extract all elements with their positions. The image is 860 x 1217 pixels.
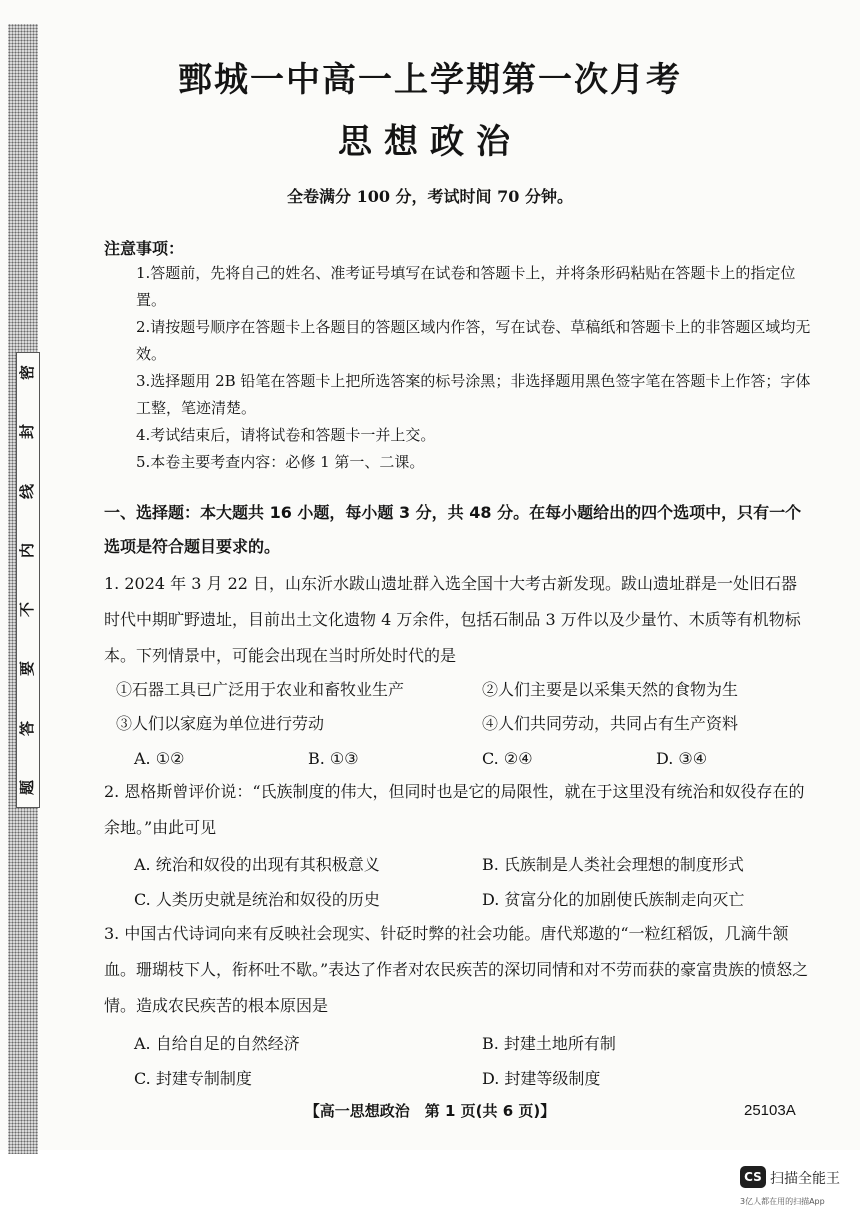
seal-char: 内	[18, 542, 37, 558]
exam-title: 鄄城一中高一上学期第一次月考	[178, 60, 682, 100]
notice-item: 2.请按题号顺序在答题卡上各题目的答题区域内作答，写在试卷、草稿纸和答题卡上的非答题区域均无效。	[136, 318, 811, 363]
score-note: 全卷满分 100 分，考试时间 70 分钟。	[287, 187, 573, 206]
notice-item: 5.本卷主要考查内容：必修 1 第一、二课。	[136, 453, 425, 471]
seal-char: 题	[18, 779, 37, 795]
option-d: D. 封建等级制度	[482, 1069, 601, 1088]
section-heading: 一、选择题：本大题共 16 小题，每小题 3 分，共 48 分。在每小题给出的四个选项中，只有一个选项是符合题目要求的。	[104, 503, 802, 556]
option-d: D. ③④	[656, 749, 708, 768]
camscanner-slogan: 3亿人都在用的扫描App	[740, 1197, 825, 1206]
notice-list	[136, 260, 816, 476]
question-1	[104, 566, 810, 674]
seal-line-notice	[16, 352, 40, 808]
option-c: C. 人类历史就是统治和奴役的历史	[134, 890, 380, 909]
question-stem: 3. 中国古代诗词向来有反映社会现实、针砭时弊的社会功能。唐代郑遨的“一粒红稻饭，几滴牛颔血。珊瑚枝下人，衔杯吐不歇。”表达了作者对农民疾苦的深切同情和对不劳而获的豪富贵族的愤怒之情。造成农民疾苦的根本原因是	[104, 924, 809, 1015]
seal-char: 要	[18, 661, 37, 677]
option-b: B. 氏族制是人类社会理想的制度形式	[482, 855, 744, 874]
camscanner-name: 扫描全能王	[770, 1171, 840, 1187]
option-a: A. 统治和奴役的出现有其积极意义	[134, 855, 380, 874]
statement: ③人们以家庭为单位进行劳动	[116, 714, 325, 733]
seal-char: 不	[18, 602, 37, 618]
seal-char: 线	[18, 483, 37, 499]
question-stem: 1. 2024 年 3 月 22 日，山东沂水跋山遗址群入选全国十大考古新发现。跋山遗址群是一处旧石器时代中期旷野遗址，目前出土文化遗物 4 万余件，包括石制品 3 万件以及少量竹、木质等有机物标本。下列情景中，可能会出现在当时所处时代的是	[104, 574, 801, 665]
seal-char: 密	[18, 364, 37, 381]
option-c: C. ②④	[482, 749, 533, 768]
statement: ②人们主要是以采集天然的食物为生	[482, 680, 739, 699]
notice-item: 4.考试结束后，请将试卷和答题卡一并上交。	[136, 426, 436, 444]
statement: ①石器工具已广泛用于农业和畜牧业生产	[116, 680, 405, 699]
notice-heading: 注意事项：	[104, 239, 185, 258]
statement: ④人们共同劳动，共同占有生产资料	[482, 714, 739, 733]
option-c: C. 封建专制制度	[134, 1069, 252, 1088]
option-b: B. 封建土地所有制	[482, 1034, 616, 1053]
page-footer: 【高一思想政治 第 1 页(共 6 页)】	[304, 1102, 556, 1120]
option-a: A. ①②	[134, 749, 185, 768]
seal-char: 答	[18, 720, 37, 736]
question-3	[104, 916, 810, 1024]
option-b: B. ①③	[308, 749, 359, 768]
notice-item: 1.答题前，先将自己的姓名、准考证号填写在试卷和答题卡上，并将条形码粘贴在答题卡上的指定位置。	[136, 264, 796, 309]
seal-char: 封	[18, 424, 37, 440]
paper-code: 25103A	[744, 1102, 796, 1119]
option-a: A. 自给自足的自然经济	[134, 1034, 300, 1053]
option-d: D. 贫富分化的加剧使氏族制走向灭亡	[482, 890, 745, 909]
question-2	[104, 774, 810, 846]
notice-item: 3.选择题用 2B 铅笔在答题卡上把所选答案的标号涂黑；非选择题用黑色签字笔在答题卡上作答；字体工整，笔迹清楚。	[136, 372, 811, 417]
question-stem: 2. 恩格斯曾评价说：“氏族制度的伟大，但同时也是它的局限性，就在于这里没有统治和奴役存在的余地。”由此可见	[104, 782, 805, 837]
subject-title: 思想政治	[338, 122, 522, 162]
camscanner-logo-icon: CS	[740, 1166, 766, 1188]
